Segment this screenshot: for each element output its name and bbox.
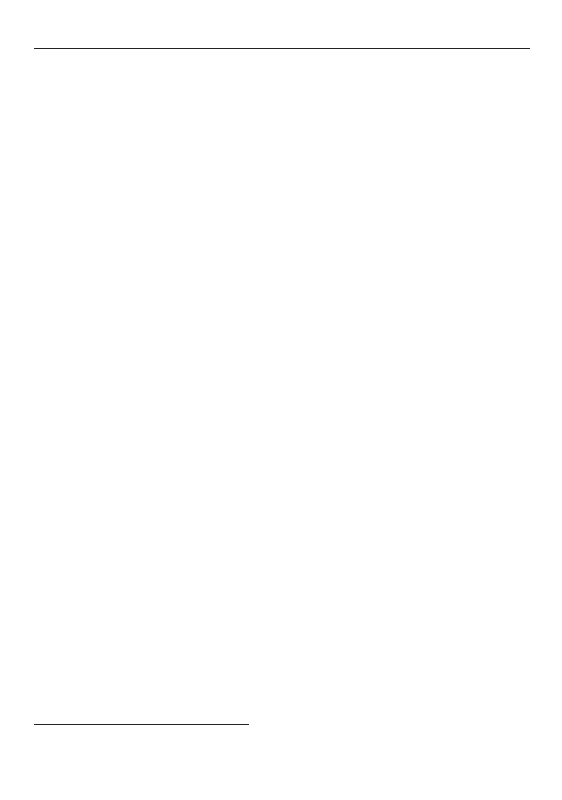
footnote-area [34, 724, 524, 731]
page-header [34, 18, 530, 49]
footnote-divider [34, 724, 249, 725]
page-body [80, 62, 528, 79]
